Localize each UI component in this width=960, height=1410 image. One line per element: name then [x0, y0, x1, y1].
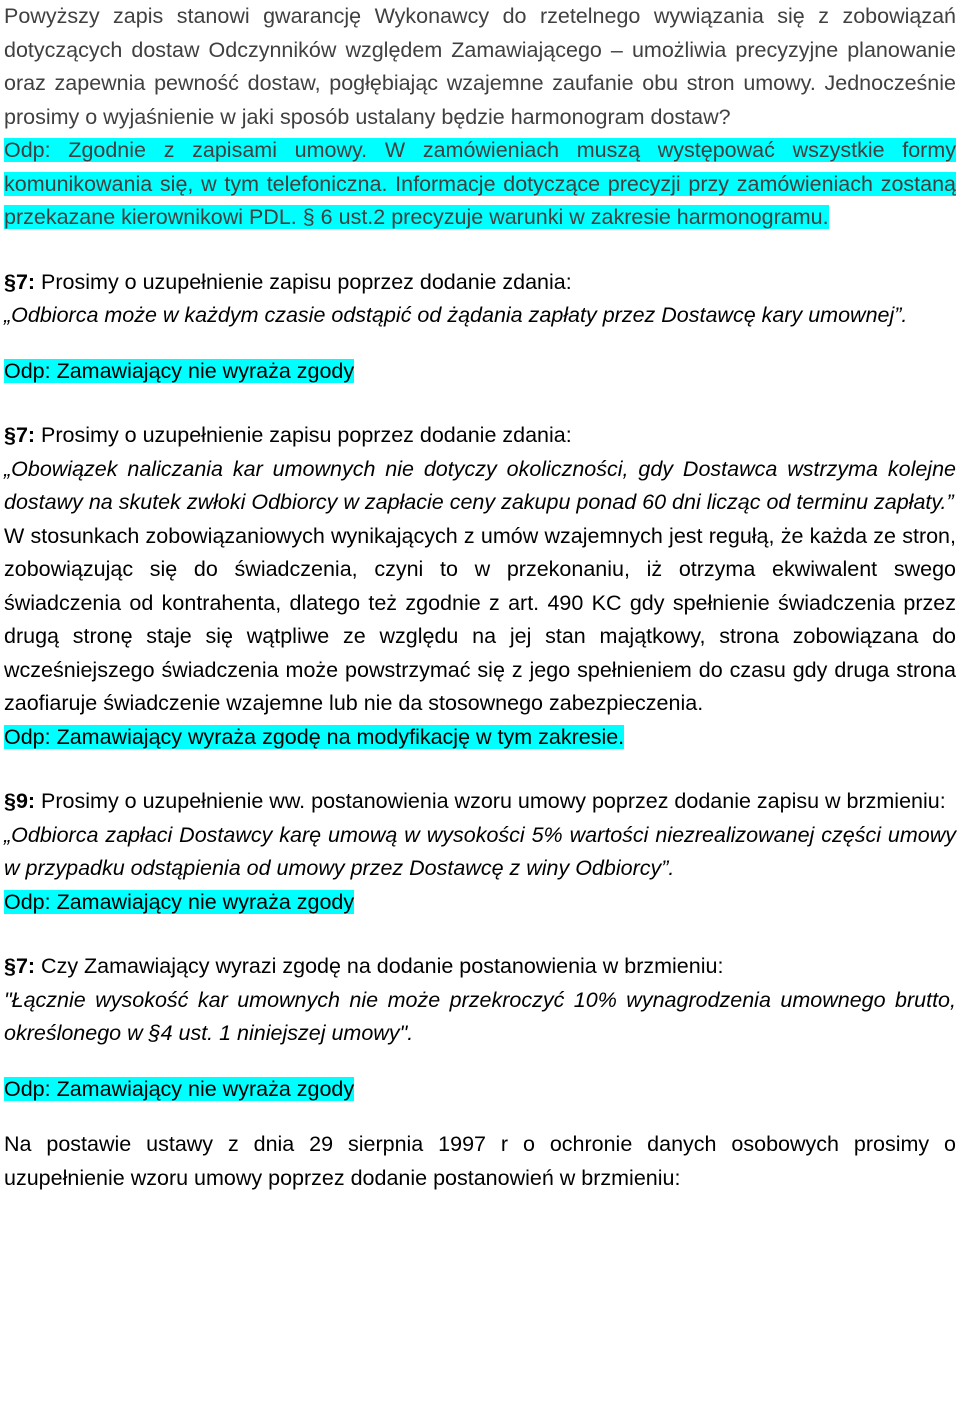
- answer-text: Odp: Zamawiający wyraża zgodę na modyfikację w tym zakresie.: [4, 724, 625, 749]
- justification-7b: [4, 520, 956, 721]
- guarantee-text: Powyższy zapis stanowi gwarancję Wykonawcy do rzetelnego wywiązania się z zobowiązań dotyczących dostaw Odczynników względem Zamawiającego – umożliwia precyzyjne planowanie oraz zapewnia pewność dostaw, pogłębiając wzajemne zaufanie obu stron umowy.: [4, 4, 956, 95]
- quote-text: "Łącznie wysokość kar umownych nie może przekroczyć 10% wynagrodzenia umownego brutto, określonego w §4 ust. 1 niniejszej umowy".: [4, 987, 956, 1045]
- paragraph-guarantee: [4, 0, 956, 134]
- quote-7c: [4, 984, 956, 1051]
- data-protection-text: Na postawie ustawy z dnia 29 sierpnia 1997 r o ochronie danych osobowych prosimy o uzupełnienie wzoru umowy poprzez dodanie postanowień w brzmieniu:: [4, 1132, 956, 1190]
- clarification-request: Jednocześnie prosimy o wyjaśnienie w jaki sposób ustalany będzie harmonogram dostaw?: [4, 71, 956, 129]
- answer-schedule-a: Odp: Zgodnie z zapisami umowy. W zamówieniach muszą występować wszystkie formy komunikowania się, w tym telefoniczna.: [4, 138, 956, 196]
- answer-text: Odp: Zamawiający nie wyraża zgody: [4, 1076, 355, 1101]
- quote-text: „Obowiązek naliczania kar umownych nie dotyczy okoliczności, gdy Dostawca wstrzyma kolejne dostawy na skutek zwłoki Odbiorcy w zapłacie ceny zakupu ponad 60 dni licząc od terminu zapłaty.”: [4, 456, 956, 514]
- question-intro: Prosimy o uzupełnienie ww. postanowienia wzoru umowy poprzez dodanie zapisu w brzmieniu:: [35, 789, 946, 813]
- question-section-7b: [4, 419, 956, 453]
- question-intro: Prosimy o uzupełnienie zapisu poprzez dodanie zdania:: [35, 423, 572, 447]
- question-intro: Prosimy o uzupełnienie zapisu poprzez dodanie zdania:: [35, 269, 572, 294]
- quote-9: [4, 819, 956, 886]
- question-intro: Czy Zamawiający wyrazi zgodę na dodanie postanowienia w brzmieniu:: [35, 954, 724, 978]
- quote-text: „Odbiorca zapłaci Dostawcy karę umową w wysokości 5% wartości niezrealizowanej części umowy w przypadku odstąpienia od umowy przez Dostawcę z winy Odbiorcy”.: [4, 822, 956, 880]
- answer-text: Odp: Zamawiający nie wyraża zgody: [4, 889, 355, 914]
- answer-schedule-c: § 6 ust.2 precyzuje warunki w zakresie harmonogramu.: [296, 205, 829, 229]
- question-section-7a: [4, 266, 956, 300]
- quote-text: „Odbiorca może w każdym czasie odstąpić od żądania zapłaty przez Dostawcę kary umownej”.: [4, 303, 908, 327]
- section-mark: §9:: [4, 789, 36, 813]
- answer-7a: [4, 355, 956, 389]
- justification-text: W stosunkach zobowiązaniowych wynikających z umów wzajemnych jest regułą, że każda ze stron, zobowiązując się do świadczenia, czyni to w przekonaniu, iż otrzyma ekwiwalent swego świadczenia od kontrahenta, dlatego też zgodnie z art. 490 KC gdy spełnienie świadczenia przez drugą stronę staje się wątpliwe ze względu na jej stan majątkowy, strona zobowiązana do wcześniejszego świadczenia może powstrzymać się z jego spełnieniem do czasu gdy druga strona zaofiaruje świadczenie wzajemne lub nie da stosownego zabezpieczenia.: [4, 523, 956, 715]
- answer-text: Odp: Zamawiający nie wyraża zgody: [4, 358, 355, 383]
- data-protection-paragraph: [4, 1128, 956, 1195]
- section-mark: §7:: [4, 954, 36, 978]
- section-mark: §7:: [4, 269, 36, 294]
- answer-7b: [4, 721, 956, 755]
- answer-schedule: [4, 134, 956, 235]
- answer-schedule-b: Informacje dotyczące precyzji przy zamówieniach zostaną przekazane kierownikowi PDL.: [4, 171, 957, 229]
- answer-7c: [4, 1073, 956, 1107]
- question-section-7c: [4, 950, 956, 984]
- quote-7a: [4, 299, 956, 333]
- answer-9: [4, 886, 956, 920]
- question-section-9: [4, 785, 956, 819]
- quote-7b: [4, 453, 956, 520]
- section-mark: §7:: [4, 423, 36, 447]
